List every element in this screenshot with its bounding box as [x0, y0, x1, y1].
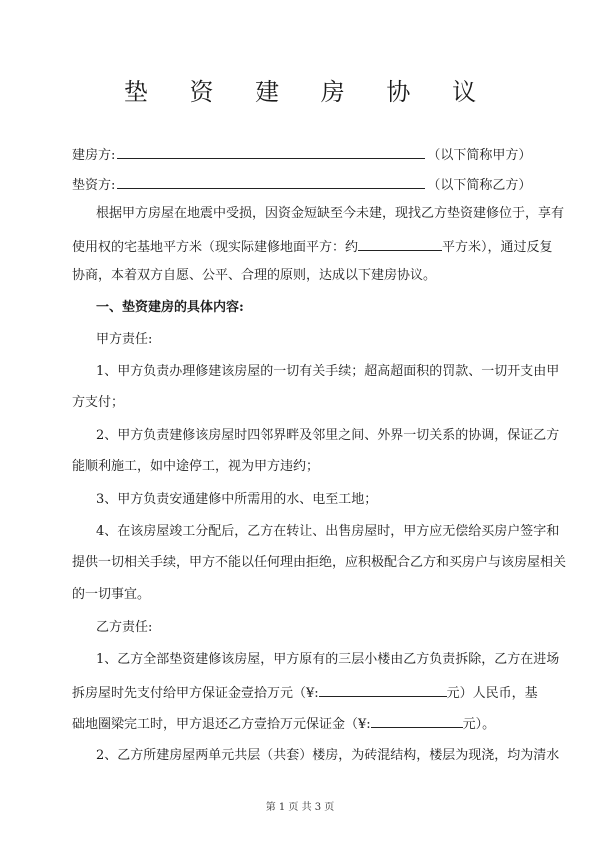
intro-line-1: 根据甲方房屋在地震中受损，因资金短缺至今未建，现找乙方垫资建修位于，享有 [96, 206, 565, 221]
intro-area-blank [358, 238, 442, 251]
party-b-blank [117, 176, 425, 189]
party-a-line [72, 146, 531, 164]
b1-line-2b: 元）人民币，基 [446, 686, 538, 701]
a2-line-1: 2、甲方负责建修该房屋时四邻界畔及邻里之间、外界一切关系的协调，保证乙方 [96, 428, 560, 443]
document-title: 垫 资 建 房 协 议 [123, 78, 494, 106]
party-a-note: （以下简称甲方） [427, 148, 532, 163]
a4-line-3: 的一切事宜。 [72, 587, 151, 602]
a1-line-1: 1、甲方负责办理修建该房屋的一切有关手续；超高超面积的罚款、一切开支由甲 [96, 364, 560, 379]
b1-line-3a: 础地圈梁完工时，甲方退还乙方壹拾万元保证金（¥: [72, 717, 371, 732]
intro-line-2 [72, 238, 553, 256]
party-a-duty-heading: 甲方责任: [96, 332, 153, 347]
a4-line-1: 4、在该房屋竣工分配后，乙方在转让、出售房屋时，甲方应无偿给买房户签字和 [96, 524, 560, 539]
party-b-duty-heading: 乙方责任: [96, 620, 153, 635]
refund-amount-blank [371, 715, 463, 728]
b2-line-1: 2、乙方所建房屋两单元共层（共套）楼房，为砖混结构，楼层为现浇，均为清水 [96, 748, 560, 763]
page-footer: 第 1 页 共 3 页 [265, 802, 335, 813]
section-1-heading: 一、垫资建房的具体内容: [96, 300, 244, 315]
b1-line-1: 1、乙方全部垫资建修该房屋，甲方原有的三层小楼由乙方负责拆除，乙方在进场 [96, 652, 560, 667]
b1-line-2 [72, 684, 538, 702]
party-b-label: 垫资方: [72, 178, 116, 193]
intro-line-2a: 使用权的宅基地平方米（现实际建修地面平方：约 [72, 240, 359, 255]
party-a-blank [117, 146, 425, 159]
b1-line-3 [72, 715, 495, 733]
a1-line-2: 方支付； [72, 395, 125, 410]
a2-line-2: 能顺利施工，如中途停工，视为甲方违约； [72, 459, 320, 474]
party-a-label: 建房方: [72, 148, 116, 163]
intro-line-3: 协商，本着双方自愿、公平、合理的原则，达成以下建房协议。 [72, 268, 437, 283]
b1-line-2a: 拆房屋时先支付给甲方保证金壹拾万元（¥: [72, 686, 319, 701]
a3-line-1: 3、甲方负责安通建修中所需用的水、电至工地； [96, 492, 378, 507]
a4-line-2: 提供一切相关手续，甲方不能以任何理由拒绝，应积极配合乙方和买房户与该房屋相关 [72, 555, 567, 570]
party-b-note: （以下简称乙方） [427, 178, 532, 193]
party-b-line [72, 176, 531, 194]
intro-line-2b: 平方米），通过反复 [442, 240, 553, 255]
b1-line-3b: 元）。 [462, 717, 496, 732]
deposit-amount-blank [319, 684, 447, 697]
